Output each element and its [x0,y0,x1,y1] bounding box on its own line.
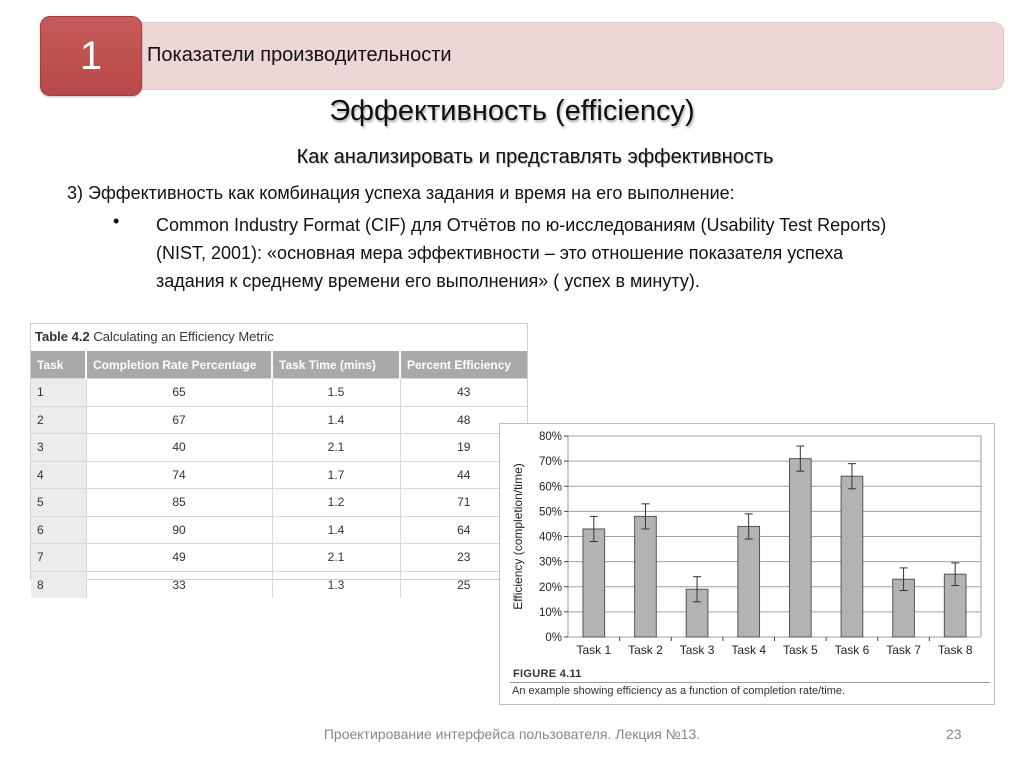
y-tick-label: 50% [538,506,562,519]
table-row [31,434,527,462]
figure-label: FIGURE 4.11 [513,668,582,680]
point-text: 3) Эффективность как комбинация успеха задания и время на его выполнение: [67,183,735,203]
table-cell: 4 [31,461,86,489]
y-tick-label: 0% [545,632,562,644]
table-row [31,406,527,434]
table-cell: 8 [31,571,86,598]
footer-text: Проектирование интерфейса пользователя. Лекция №13. [323,726,701,742]
table-header-completion: Completion Rate Percentage [86,351,272,379]
table-cell: 33 [86,571,272,598]
table-header-time: Task Time (mins) [272,351,400,379]
table-row [31,379,527,407]
table-cell: 43 [400,379,527,407]
table-row [31,544,527,572]
table-cell: 1 [31,379,86,407]
y-tick-label: 20% [538,581,562,594]
table-caption [35,329,274,344]
efficiency-chart-figure [499,423,995,705]
table-cell: 90 [86,516,272,544]
table-header-efficiency: Percent Efficiency [400,351,527,379]
table-row [31,461,527,489]
x-tick-label: Task 1 [576,643,612,657]
table-cell: 48 [400,406,527,434]
x-tick-label: Task 3 [679,643,715,657]
bar [789,459,811,637]
y-tick-label: 10% [538,606,562,619]
x-tick-label: Task 5 [782,643,818,657]
efficiency-bar-chart [500,424,994,664]
table-cell: 1.5 [272,379,400,407]
table-cell: 74 [86,461,272,489]
bar [635,516,657,637]
table-cell: 25 [400,571,527,598]
y-axis-label: Efficiency (completion/time) [511,463,525,610]
page-number: 23 [946,726,962,742]
table-cell: 2.1 [272,544,400,572]
table-cell: 1.7 [272,461,400,489]
y-tick-label: 70% [538,456,562,469]
x-tick-label: Task 6 [834,643,870,657]
bar [738,526,760,637]
table-cell: 49 [86,544,272,572]
bullet-text: Common Industry Format (CIF) для Отчётов по ю-исследованиям (Usability Test Reports) (NIST, 2001): «основная мера эффективности – это отношение показателя успеха задания к среднему времени его выполнения» ( успех в минуту). [156,215,887,291]
table-row [31,516,527,544]
table-cell: 67 [86,406,272,434]
x-tick-label: Task 7 [886,643,921,657]
y-tick-label: 60% [538,481,562,494]
table-cell: 19 [400,434,527,462]
x-tick-label: Task 2 [628,643,663,657]
slide-number-badge: 1 [40,16,142,96]
table-caption-label: Table 4.2 [35,329,90,344]
slide-title: Эффективность (efficiency) [329,95,695,127]
figure-rule [510,682,990,683]
y-tick-label: 80% [538,431,562,443]
x-tick-label: Task 4 [731,643,767,657]
efficiency-table [30,323,528,592]
table-cell: 85 [86,489,272,517]
figure-caption: An example showing efficiency as a function of completion rate/time. [512,685,846,697]
table-cell: 1.4 [272,406,400,434]
table-cell: 7 [31,544,86,572]
header-bar [130,22,1004,90]
y-tick-label: 40% [538,531,562,544]
x-tick-label: Task 8 [937,643,973,657]
table-cell: 64 [400,516,527,544]
table-header-task: Task [31,351,86,379]
table-cell: 3 [31,434,86,462]
table-cell: 1.4 [272,516,400,544]
table-caption-text: Calculating an Efficiency Metric [93,329,274,344]
table-cell: 6 [31,516,86,544]
table-cell: 1.2 [272,489,400,517]
table-cell: 1.3 [272,571,400,598]
table-cell: 2 [31,406,86,434]
y-tick-label: 30% [538,556,562,569]
bar [841,476,863,637]
bullet-marker: • [113,211,120,231]
table-cell: 40 [86,434,272,462]
table-row [31,489,527,517]
bar [583,529,605,637]
table-grid [31,351,527,598]
header-title: Показатели производительности [147,44,452,66]
table-cell: 23 [400,544,527,572]
table-cell: 65 [86,379,272,407]
table-row [31,571,527,598]
table-cell: 5 [31,489,86,517]
table-cell: 44 [400,461,527,489]
table-cell: 2.1 [272,434,400,462]
table-cell: 71 [400,489,527,517]
slide-subtitle: Как анализировать и представлять эффективность [296,146,774,168]
